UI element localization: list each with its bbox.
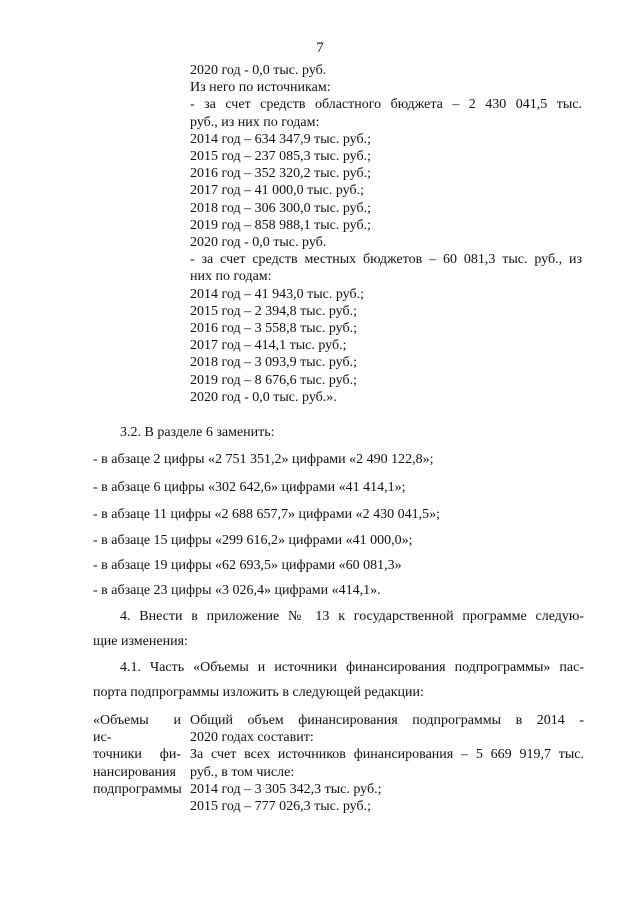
page-number: 7 [316,40,324,56]
table-label-cell [93,712,181,798]
label-line: точники фи- [93,747,181,763]
paragraph-item-4 [93,604,584,654]
text-line: - за счет средств местных бюджетов – 60 081,3 тыс. руб., из [190,252,582,268]
paragraph-line: щие изменения: [93,634,188,649]
replacement-item: - в абзаце 23 цифры «3 026,4» цифрами «414,1». [93,583,381,598]
text-line: - за счет средств областного бюджета – 2 430 041,5 тыс. [190,97,582,113]
value-line: Общий объем финансирования подпрограммы в 2014 - [190,713,584,728]
text-line: 2019 год – 8 676,6 тыс. руб.; [190,372,357,388]
text-line: 2016 год – 352 320,2 тыс. руб.; [190,166,371,182]
replacement-item: - в абзаце 6 цифры «302 642,6» цифрами «41 414,1»; [93,480,406,495]
paragraph-item-4-1 [93,655,584,705]
replacement-item: - в абзаце 2 цифры «2 751 351,2» цифрами «2 490 122,8»; [93,452,434,467]
value-line: 2015 год – 777 026,3 тыс. руб.; [190,799,371,815]
text-line: 2016 год – 3 558,8 тыс. руб.; [190,321,357,337]
value-line: 2020 годах составит: [190,730,314,746]
value-line: руб., в том числе: [190,764,295,780]
text-line: 2014 год – 634 347,9 тыс. руб.; [190,131,371,147]
text-line: 2020 год - 0,0 тыс. руб. [190,235,327,251]
paragraph-line: порта подпрограммы изложить в следующей редакции: [93,685,424,700]
text-line: 2015 год – 2 394,8 тыс. руб.; [190,303,357,319]
value-line: За счет всех источников финансирования – 5 669 919,7 тыс. [190,747,584,763]
replacement-item: - в абзаце 15 цифры «299 616,2» цифрами «41 000,0»; [93,533,413,548]
paragraph-line: 4.1. Часть «Объемы и источники финансирования подпрограммы» пас- [120,660,584,675]
text-line: 2019 год – 858 988,1 тыс. руб.; [190,217,371,233]
replacement-item: - в абзаце 11 цифры «2 688 657,7» цифрами «2 430 041,5»; [93,507,441,522]
text-line: 2017 год – 414,1 тыс. руб.; [190,338,347,354]
table-value-cell [190,712,584,815]
text-line: 2018 год – 306 300,0 тыс. руб.; [190,200,371,216]
label-line: «Объемы и ис- [93,713,181,746]
label-line: нансирования [93,764,176,780]
paragraph-line: 4. Внести в приложение № 13 к государственной программе следую- [120,609,584,624]
text-line: них по годам: [190,269,272,285]
replacement-item: - в абзаце 19 цифры «62 693,5» цифрами «60 081,3» [93,558,402,573]
text-line: Из него по источникам: [190,80,331,96]
section-heading: 3.2. В разделе 6 заменить: [120,425,275,440]
value-line: 2014 год – 3 305 342,3 тыс. руб.; [190,781,382,797]
text-line: 2014 год – 41 943,0 тыс. руб.; [190,286,364,302]
funding-sources-block [190,62,582,406]
text-line: 2020 год - 0,0 тыс. руб. [190,63,327,78]
text-line: 2015 год – 237 085,3 тыс. руб.; [190,149,371,165]
label-line: подпрограммы [93,781,182,797]
text-line: 2018 год – 3 093,9 тыс. руб.; [190,355,357,371]
text-line: 2020 год - 0,0 тыс. руб.». [190,389,337,405]
text-line: 2017 год – 41 000,0 тыс. руб.; [190,183,364,199]
text-line: руб., из них по годам: [190,114,320,130]
